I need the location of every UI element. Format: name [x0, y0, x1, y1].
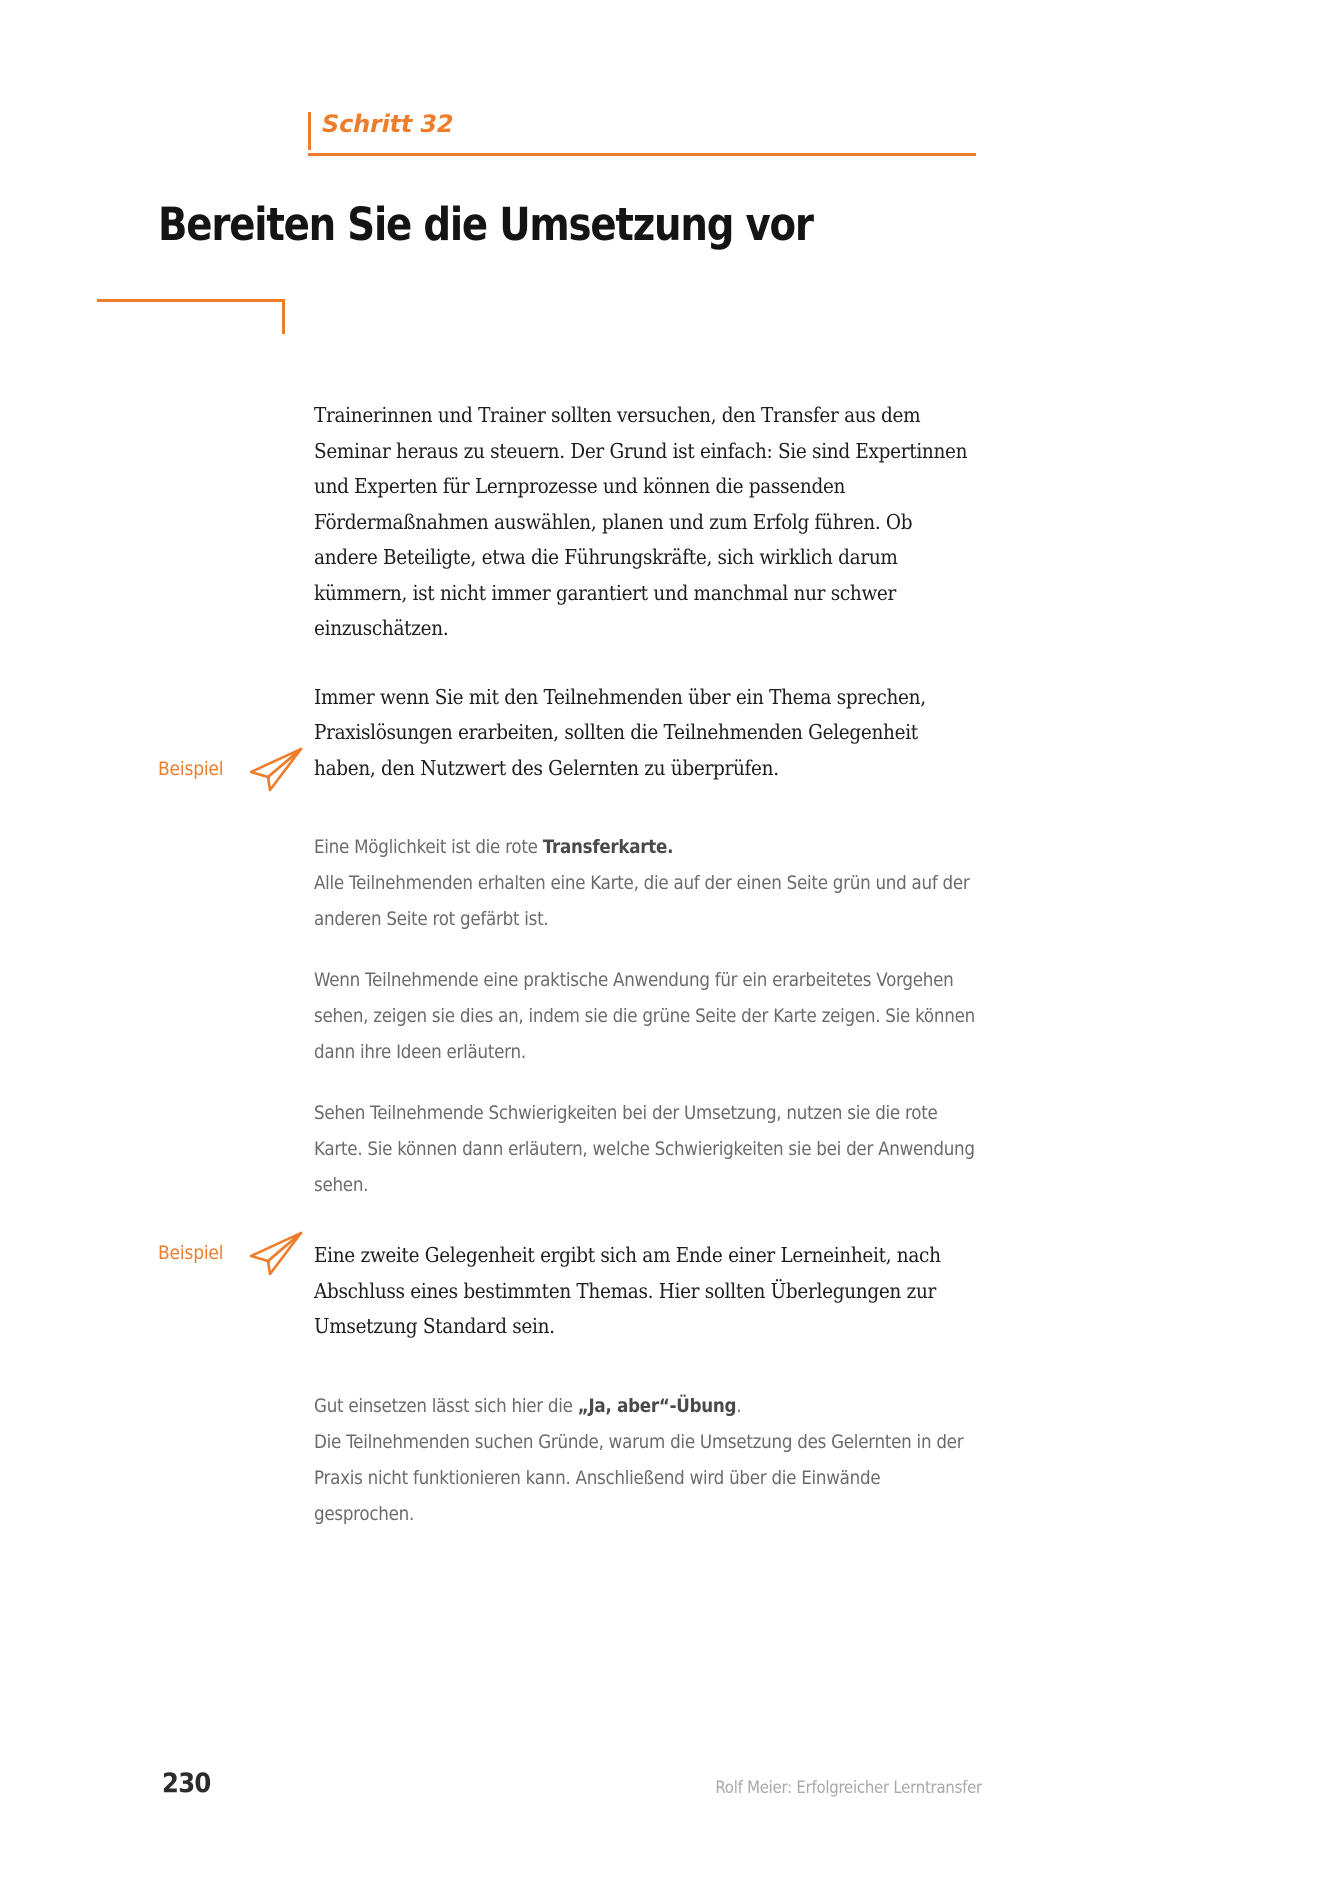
- example-1-paragraph-3: Sehen Teilnehmende Schwierigkeiten bei der Umsetzung, nutzen sie die rote Karte. Sie können dann erläutern, welche Schwierigkeiten sie bei der Anwendung sehen.: [314, 1102, 975, 1196]
- example-marker-label: Beispiel: [158, 1242, 224, 1264]
- content-column: [314, 398, 980, 1557]
- bracket-right-line: [282, 299, 285, 334]
- example-2-lead-bold: „Ja, aber“-Übung: [577, 1394, 737, 1417]
- body-paragraph-2: Immer wenn Sie mit den Teilnehmenden über ein Thema sprechen, Praxislösungen erarbeiten, sollten die Teilnehmenden Gelegenheit haben, den Nutzwert des Gelernten zu überprüfen.: [314, 684, 926, 780]
- body-paragraph-3: Eine zweite Gelegenheit ergibt sich am Ende einer Lerneinheit, nach Abschluss eines bestimmten Themas. Hier sollten Überlegungen zur Umsetzung Standard sein.: [314, 1243, 941, 1338]
- example-1-paragraph-1: Alle Teilnehmenden erhalten eine Karte, die auf der einen Seite grün und auf der anderen Seite rot gefärbt ist.: [314, 872, 970, 930]
- example-2-lead: [314, 1388, 983, 1532]
- body-paragraph-1: Trainerinnen und Trainer sollten versuchen, den Transfer aus dem Seminar heraus zu steuern. Der Grund ist einfach: Sie sind Expertinnen und Experten für Lernprozesse und können die passenden Fördermaßnahmen auswählen, planen und zum Erfolg führen. Ob andere Beteiligte, etwa die Führungskräfte, sich wirklich darum kümmern, ist nicht immer garantiert und manchmal nur schwer einzuschätzen.: [314, 403, 968, 640]
- example-2-lead-suffix: .: [736, 1394, 742, 1417]
- example-2-paragraph-1: Die Teilnehmenden suchen Gründe, warum die Umsetzung des Gelernten in der Praxis nicht funktionieren kann. Anschließend wird über die Einwände gesprochen.: [314, 1430, 964, 1525]
- step-marker-vertical-rule: [308, 112, 311, 150]
- example-marker-1: [158, 744, 328, 800]
- example-marker-label: Beispiel: [158, 758, 224, 780]
- example-1-lead-prefix: Eine Möglichkeit ist die rote: [314, 836, 543, 858]
- example-1-lead: [314, 829, 983, 937]
- bracket-top-line: [97, 299, 285, 302]
- spacer: [314, 1378, 980, 1388]
- decorative-bracket: [97, 299, 285, 334]
- example-1-paragraph-2: Wenn Teilnehmende eine praktische Anwendung für ein erarbeitetes Vorgehen sehen, zeigen sie dies an, indem sie die grüne Seite der Karte zeigen. Sie können dann ihre Ideen erläutern.: [314, 969, 975, 1063]
- step-marker-horizontal-rule: [308, 153, 976, 156]
- step-marker: [308, 112, 976, 156]
- step-label: Schritt 32: [322, 110, 454, 138]
- page-title: Bereiten Sie die Umsetzung vor: [158, 198, 813, 251]
- example-2-lead-prefix: Gut einsetzen lässt sich hier die: [314, 1394, 578, 1417]
- paper-plane-icon: [246, 744, 306, 796]
- footer-page-number: 230: [162, 1768, 211, 1799]
- example-1-lead-bold: Transferkarte.: [542, 836, 674, 858]
- spacer: [314, 819, 980, 829]
- example-marker-2: [158, 1228, 328, 1284]
- paper-plane-icon: [246, 1228, 306, 1280]
- spacer: [314, 1228, 980, 1238]
- footer-credit: Rolf Meier: Erfolgreicher Lerntransfer: [715, 1778, 982, 1798]
